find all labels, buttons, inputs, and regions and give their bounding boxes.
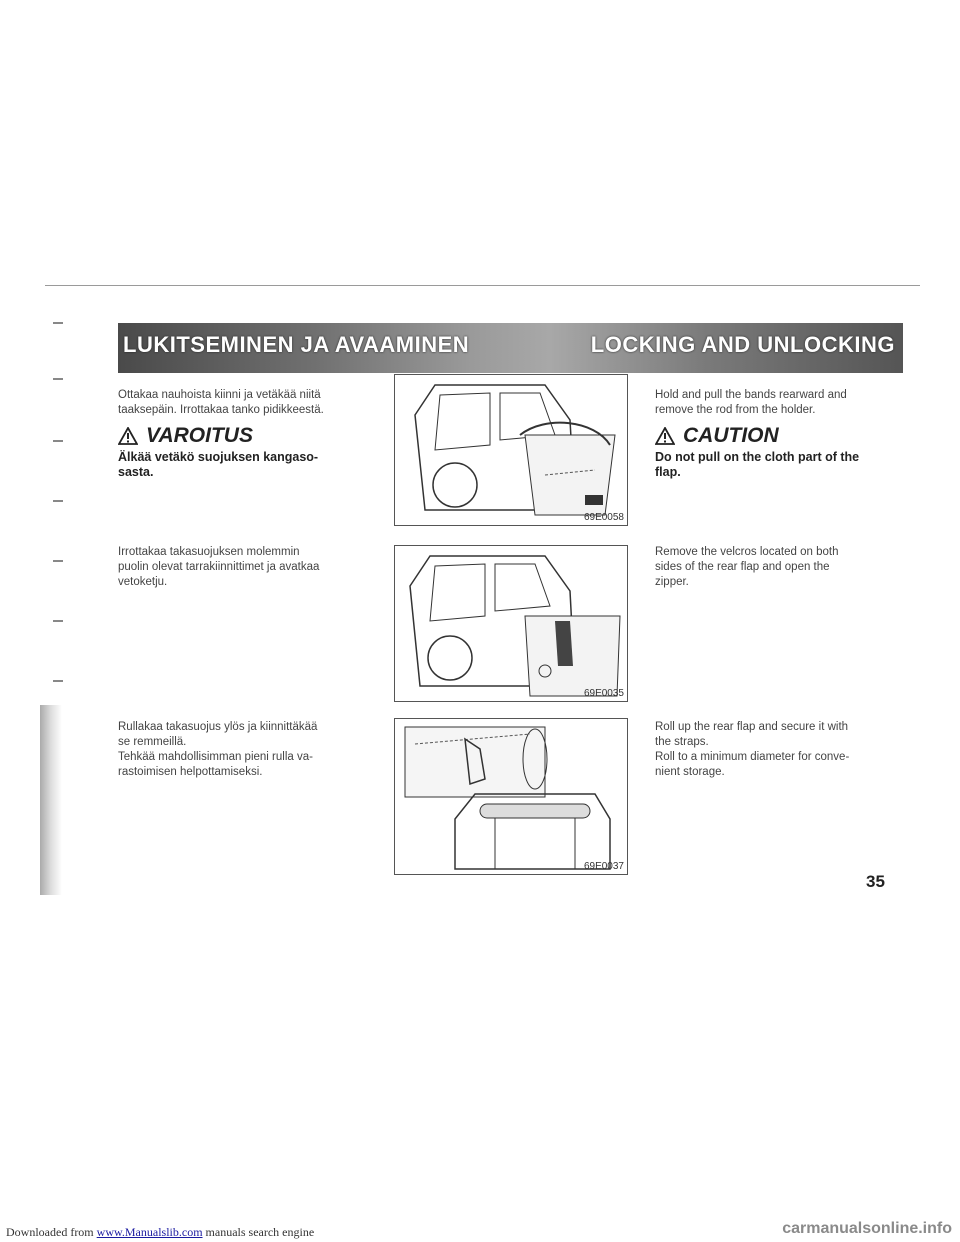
- margin-tick: [53, 378, 63, 380]
- figure-code: 69E0058: [583, 512, 624, 523]
- banner-title-english: LOCKING AND UNLOCKING: [590, 332, 895, 357]
- figure-code: 69E0035: [583, 688, 624, 699]
- warning-triangle-icon: [655, 427, 675, 445]
- fi-caution-heading: [118, 424, 378, 448]
- figure-code: 69E0037: [583, 861, 624, 872]
- margin-tick: [53, 500, 63, 502]
- fi-caution-block: [118, 424, 378, 480]
- margin-tick: [53, 620, 63, 622]
- top-rule: [45, 285, 920, 286]
- en-paragraph-1: Hold and pull the bands rearward and remove the rod from the holder.: [655, 389, 847, 416]
- margin-tick: [53, 680, 63, 682]
- fi-caution-text: Älkää vetäkö suojuksen kangaso- sasta.: [118, 450, 319, 479]
- en-caution-block: [655, 424, 910, 480]
- figure-rear-flap-rod: [394, 374, 628, 526]
- figure-velcro-zipper: [394, 545, 628, 702]
- warning-triangle-icon: [118, 427, 138, 445]
- margin-tick: [53, 322, 63, 324]
- fi-paragraph-1: Ottakaa nauhoista kiinni ja vetäkää niitä taaksepäin. Irrottakaa tanko pidikkeestä.: [118, 389, 324, 416]
- section-banner: [118, 323, 903, 373]
- rolled-flap-illustration: [395, 719, 627, 874]
- margin-tick: [53, 440, 63, 442]
- figure-roll-up-flap: [394, 718, 628, 875]
- en-paragraph-3: Roll up the rear flap and secure it with the straps. Roll to a minimum diameter for conve- nient storage.: [655, 721, 850, 778]
- en-caution-text: Do not pull on the cloth part of the flap.: [655, 450, 860, 479]
- fi-caution-title: VAROITUS: [146, 424, 253, 447]
- fi-paragraph-2: Irrottakaa takasuojuksen molemmin puolin olevat tarrakiinnittimet ja avatkaa vetoketju.: [118, 546, 320, 588]
- vehicle-rear-illustration: [395, 375, 627, 525]
- manualslib-link[interactable]: www.Manualslib.com: [96, 1225, 203, 1239]
- page-number: 35: [866, 872, 885, 891]
- banner-title-finnish: LUKITSEMINEN JA AVAAMINEN: [123, 332, 470, 357]
- en-caution-title: CAUTION: [683, 424, 779, 447]
- en-caution-heading: [655, 424, 910, 448]
- en-paragraph-2: Remove the velcros located on both sides of the rear flap and open the zipper.: [655, 546, 839, 588]
- fi-paragraph-3: Rullakaa takasuojus ylös ja kiinnittäkää se remmeillä. Tehkää mahdollisimman pieni rulla va- rastoimisen helpottamiseksi.: [118, 721, 318, 778]
- download-footer: Downloaded from www.Manualslib.com manuals search engine: [6, 1225, 315, 1239]
- site-watermark: carmanualsonline.info: [782, 1220, 952, 1237]
- margin-tick: [53, 560, 63, 562]
- vehicle-velcro-illustration: [395, 546, 627, 701]
- page-edge-shadow: [40, 705, 62, 895]
